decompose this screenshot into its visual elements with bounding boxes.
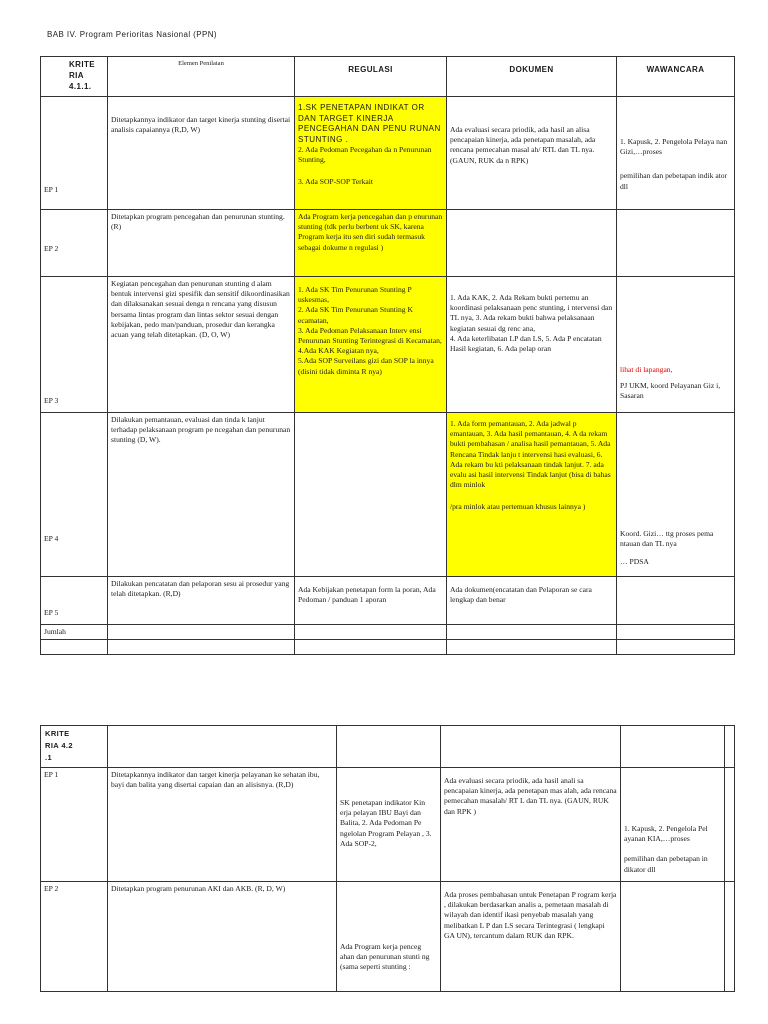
table-header-row [41, 57, 735, 97]
dokumen-cell: Ada evaluasi secara priodik, ada hasil an alisa pencapaian kinerja, ada penetapan masalah, ada rencana pemecahan masal ah/ RTL dan TL nya. (GAUN, RUK da n RPK) [447, 97, 617, 210]
table-row [41, 577, 735, 625]
regulasi-cell: Ada Program kerja penceg ahan dan penurunan stunti ng (sama seperti stunting : [337, 882, 441, 992]
table-header-row [41, 726, 735, 768]
kriteria-header: KRITE RIA 4.1.1. [41, 57, 108, 97]
regulasi-cell [295, 413, 447, 577]
empty-row [41, 640, 735, 655]
regulasi-header: REGULASI [295, 57, 447, 97]
regulasi-cell: Ada Program kerja pencegahan dan p enurunan stunting (tdk perlu berbent uk SK, karena Program kerja itu sen diri sudah termasuk sebagai dokume n regulasi ) [295, 210, 447, 277]
table-row [41, 768, 735, 882]
wawancara-item: 1. Kapusk, 2. Pengelola Pel ayanan KIA,…proses [624, 824, 708, 844]
table-row [41, 97, 735, 210]
table-row [41, 413, 735, 577]
dokumen-cell [447, 413, 617, 577]
wawancara-item: PJ UKM, koord Pelayanan Giz i, Sasaran [620, 381, 721, 401]
wawancara-item: pemilihan dan pebetapan indik ator dll [620, 171, 728, 191]
assessment-table-4-1-1 [40, 56, 735, 655]
ep-label: EP 2 [41, 210, 108, 277]
assessment-table-4-2-1 [40, 725, 735, 992]
jumlah-row [41, 625, 735, 640]
dokumen-cell [447, 210, 617, 277]
ep-label: EP 1 [41, 97, 108, 210]
ep-label: EP 3 [41, 277, 108, 413]
wawancara-header: WAWANCARA [617, 57, 735, 97]
kriteria-header: KRITE RIA 4.2 .1 [41, 726, 108, 768]
regulasi-cell: Ada Kebijakan penetapan form la poran, Ada Pedoman / panduan 1 aporan [295, 577, 447, 625]
wawancara-item: … PDSA [620, 557, 649, 567]
elemen-cell: Ditetapkannya indikator dan target kinerja pelayanan ke sehatan ibu, bayi dan balita yang disertai capaian dan an alisisnya. (R,D) [108, 768, 337, 882]
wawancara-cell [617, 413, 735, 577]
wawancara-cell [617, 277, 735, 413]
regulasi-cell: SK penetapan indikator Kin erja pelayan IBU Bayi dan Balita, 2. Ada Pedoman Pe ngelolan Program Pelayan , 3. Ada SOP-2, [337, 768, 441, 882]
table-row [41, 210, 735, 277]
elemen-cell: Ditetapkannya indikator dan target kinerja stunting disertai analisis capaiannya (R,D, W) [108, 97, 295, 210]
dokumen-cell: 1. Ada KAK, 2. Ada Rekam bukti pertemu an koordinasi pelaksanaan penc stunting, i ntervensi dan TL nya, 3. Ada rekam bukti bahwa pelaksanaan kegiatan sesuai dg renc ana, 4. Ada keterlibatan LP dan LS, 5. Ada P encatatan Hasil kegiatan, 6. Ada pelap oran [447, 277, 617, 413]
elemen-cell: Kegiatan pencegahan dan penurunan stunting d alam bentuk intervensi gizi spesifik dan sensitif dikoordinasikan dan dilaksanakan sesuai denga n rencana yang disusun bersama lintas program dan lintas sektor sesuai dengan kebijakan, pedo man/panduan, prosedur dan kerangka acuan yang telah ditetapkan. (D, O, W) [108, 277, 295, 413]
page-header: BAB IV. Program Perioritas Nasional (PPN) [47, 30, 217, 39]
elemen-header: Elemen Penilaian [108, 57, 295, 97]
elemen-cell: Dilakukan pencatatan dan pelaporan sesu ai prosedur yang telah ditetapkan. (R,D) [108, 577, 295, 625]
dokumen-item: 1. Ada form pemantauan, 2. Ada jadwal p emantauan, 3. Ada hasil pemantauan, 4. A da rekam bukti pembahasan / analisa hasil pemantauan, 5. Ada Rencana Tindak lanju t intervensi hasi evaluasi, 6. Ada rekam bu kti pelaksanaan tindak lanjut. 7. ada evalu asi hasil intervensi Tindak lanjut (bisa di bahas dlm minlok [450, 419, 611, 490]
regulasi-item: 1.SK PENETAPAN INDIKAT OR DAN TARGET KINERJA PENCEGAHAN DAN PENU RUNAN STUNTING . [298, 103, 441, 144]
dokumen-header: DOKUMEN [447, 57, 617, 97]
table-row [41, 277, 735, 413]
wawancara-item: 1. Kapusk, 2. Pengelola Pelaya nan Gizi,…proses [620, 137, 728, 157]
dokumen-item: /pra minlok atau pertemuan khusus lainnya ) [450, 502, 586, 512]
wawancara-item: Koord. Gizi… ttg proses pema ntauan dan TL nya [620, 529, 714, 549]
ep-label: EP 1 [41, 768, 108, 882]
wawancara-cell [617, 577, 735, 625]
elemen-cell: Ditetapkan program penurunan AKI dan AKB. (R, D, W) [108, 882, 337, 992]
elemen-cell: Ditetapkan program pencegahan dan penurunan stunting. (R) [108, 210, 295, 277]
ep-label: EP 2 [41, 882, 108, 992]
ep-label: EP 5 [41, 577, 108, 625]
dokumen-cell: Ada proses pembahasan untuk Penetapan P rogram kerja , dilakukan berdasarkan analis a, pemetaan masalah di wilayah dan identif ikasi penyebab masalah yang melibatkan L P dan LS secara Terintegrasi ( lengkapi GA UN), tercantum dalam RUK dan RPK. [441, 882, 621, 992]
ep-label: EP 4 [41, 413, 108, 577]
regulasi-cell: 1. Ada SK Tim Penurunan Stunting P uskesmas, 2. Ada SK Tim Penurunan Stunting K ecamatan, 3. Ada Pedoman Pelaksanaan Interv ensi Penurunan Stunting Terintegrasi di Kecamatan, 4.Ada KAK Kegiatan nya, 5.Ada SOP Surveilans gizi dan SOP la innya (disini tidak diminta R nya) [295, 277, 447, 413]
regulasi-item: 3. Ada SOP-SOP Terkait [298, 177, 373, 187]
table-row [41, 882, 735, 992]
regulasi-cell [295, 97, 447, 210]
dokumen-cell: Ada evaluasi secara priodik, ada hasil anali sa pencapaian kinerja, ada penetapan mas alah, ada rencana pemecahan masalah/ RT L dan TL nya. (GAUN, RUK dan RPK ) [441, 768, 621, 882]
regulasi-item: 2. Ada Pedoman Pecegahan da n Penurunan Stunting, [298, 145, 432, 165]
wawancara-item: lihat di lapangan, [620, 365, 673, 374]
wawancara-cell [617, 97, 735, 210]
wawancara-cell [617, 210, 735, 277]
wawancara-cell [621, 768, 725, 882]
elemen-cell: Dilakukan pemantauan, evaluasi dan tinda k lanjut terhadap pelaksanaan program pe ncegahan dan penurunan stunting (D, W). [108, 413, 295, 577]
jumlah-label: Jumlah [41, 625, 108, 640]
wawancara-item: pemilihan dan pebetapan in dikator dll [624, 854, 708, 874]
dokumen-cell: Ada dokumen(encatatan dan Pelaporan se cara lengkap dan benar [447, 577, 617, 625]
